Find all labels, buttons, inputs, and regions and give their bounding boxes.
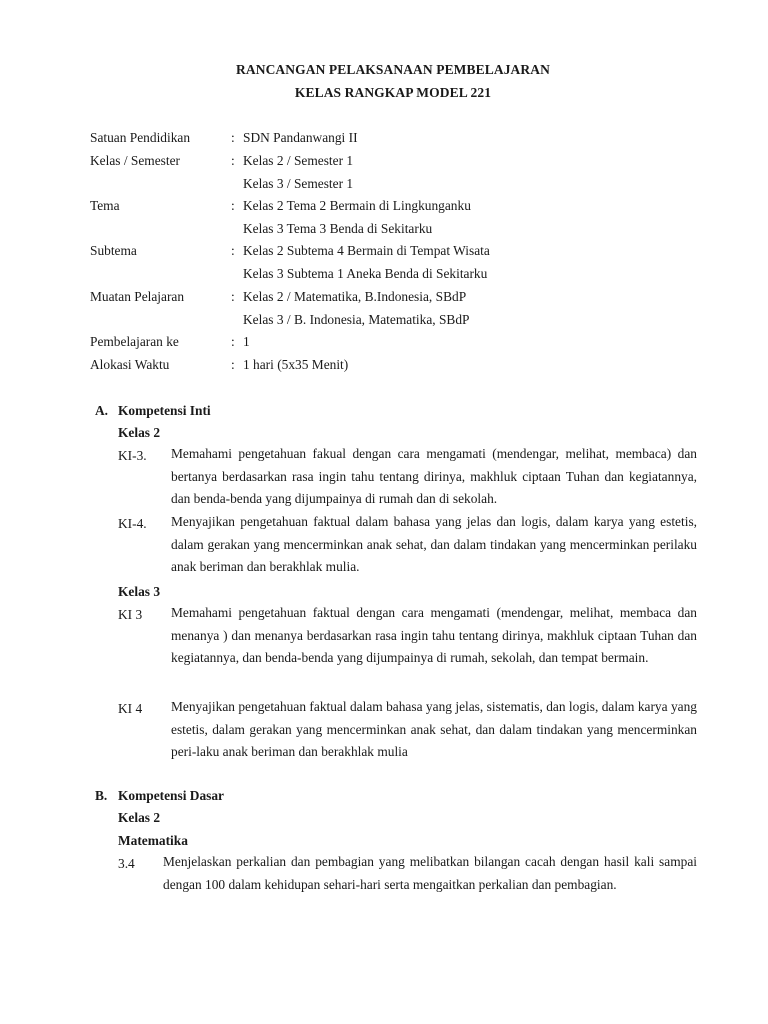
ki-code: KI 3 xyxy=(118,607,143,622)
section-b-heading: Kompetensi Dasar xyxy=(118,788,225,803)
identity-value-kelas-semester-2: Kelas 3 / Semester 1 xyxy=(243,176,354,191)
section-a-heading: Kompetensi Inti xyxy=(118,403,211,418)
kelas-2-subheading: Kelas 2 xyxy=(118,810,161,825)
identity-colon: : xyxy=(231,289,235,304)
identity-value-pembelajaran-ke: 1 xyxy=(243,334,250,349)
identity-label-subtema: Subtema xyxy=(90,243,137,258)
identity-value-satuan-pendidikan: SDN Pandanwangi II xyxy=(243,130,358,145)
identity-label-satuan-pendidikan: Satuan Pendidikan xyxy=(90,130,191,145)
ki-code: KI-4. xyxy=(118,516,147,531)
document-title-line-1: RANCANGAN PELAKSANAAN PEMBELAJARAN xyxy=(236,62,550,77)
ki-text: Menyajikan pengetahuan faktual dalam bahasa yang jelas dan logis, dalam karya yang estetis, dalam gerakan yang mencerminkan anak sehat, dan dalam tindakan yang mencerminkan perilaku anak beriman dan berakhlak mulia. xyxy=(171,514,697,575)
kelas-3-subheading: Kelas 3 xyxy=(118,584,161,599)
identity-value-subtema-1: Kelas 2 Subtema 4 Bermain di Tempat Wisata xyxy=(243,243,490,258)
ki-text: Memahami pengetahuan fakual dengan cara mengamati (mendengar, melihat, membaca) dan bertanya berdasarkan rasa ingin tahu tentang dirinya, makhluk ciptaan Tuhan dan kegiatannya, dan benda-benda yang dijumpainya di rumah dan di sekolah. xyxy=(171,446,697,507)
section-a-letter: A. xyxy=(95,403,109,418)
identity-colon: : xyxy=(231,334,235,349)
identity-colon: : xyxy=(231,198,235,213)
kelas-2-subheading: Kelas 2 xyxy=(118,425,161,440)
identity-value-muatan-pelajaran-1: Kelas 2 / Matematika, B.Indonesia, SBdP xyxy=(243,289,467,304)
identity-value-muatan-pelajaran-2: Kelas 3 / B. Indonesia, Matematika, SBdP xyxy=(243,312,470,327)
identity-colon: : xyxy=(231,243,235,258)
section-b-letter: B. xyxy=(95,788,108,803)
ki-code: KI 4 xyxy=(118,701,143,716)
identity-label-pembelajaran-ke: Pembelajaran ke xyxy=(90,334,179,349)
ki-text: Memahami pengetahuan faktual dengan cara mengamati (mendengar, melihat, membaca dan menanya ) dan menanya berdasarkan rasa ingin tahu tentang dirinya, makhluk ciptaan Tuhan dan kegiatannya, dan benda-benda yang dijumpainya di rumah, sekolah, dan tempat bermain. xyxy=(171,605,697,666)
identity-label-kelas-semester: Kelas / Semester xyxy=(90,153,180,168)
document-title-line-2: KELAS RANGKAP MODEL 221 xyxy=(294,85,492,100)
identity-value-subtema-2: Kelas 3 Subtema 1 Aneka Benda di Sekitarku xyxy=(243,266,488,281)
identity-value-kelas-semester-1: Kelas 2 / Semester 1 xyxy=(243,153,354,168)
identity-label-alokasi-waktu: Alokasi Waktu xyxy=(90,357,170,372)
identity-label-muatan-pelajaran: Muatan Pelajaran xyxy=(90,289,185,304)
identity-value-alokasi-waktu: 1 hari (5x35 Menit) xyxy=(243,357,349,372)
identity-value-tema-1: Kelas 2 Tema 2 Bermain di Lingkunganku xyxy=(243,198,471,213)
identity-colon: : xyxy=(231,357,235,372)
subject-heading: Matematika xyxy=(118,833,188,848)
kd-code: 3.4 xyxy=(118,856,135,871)
ki-text: Menyajikan pengetahuan faktual dalam bahasa yang jelas, sistematis, dan logis, dalam karya yang estetis, dalam gerakan yang mencerminkan anak sehat, dan dalam tindakan yang mencerminkan peri-laku anak beriman dan berakhlak mulia xyxy=(171,699,697,760)
identity-value-tema-2: Kelas 3 Tema 3 Benda di Sekitarku xyxy=(243,221,433,236)
ki-code: KI-3. xyxy=(118,448,147,463)
identity-label-tema: Tema xyxy=(90,198,120,213)
identity-colon: : xyxy=(231,130,235,145)
kd-text: Menjelaskan perkalian dan pembagian yang melibatkan bilangan cacah dengan hasil kali sampai dengan 100 dalam kehidupan sehari-hari serta mengaitkan perkalian dan pembagian. xyxy=(163,854,697,892)
identity-colon: : xyxy=(231,153,235,168)
